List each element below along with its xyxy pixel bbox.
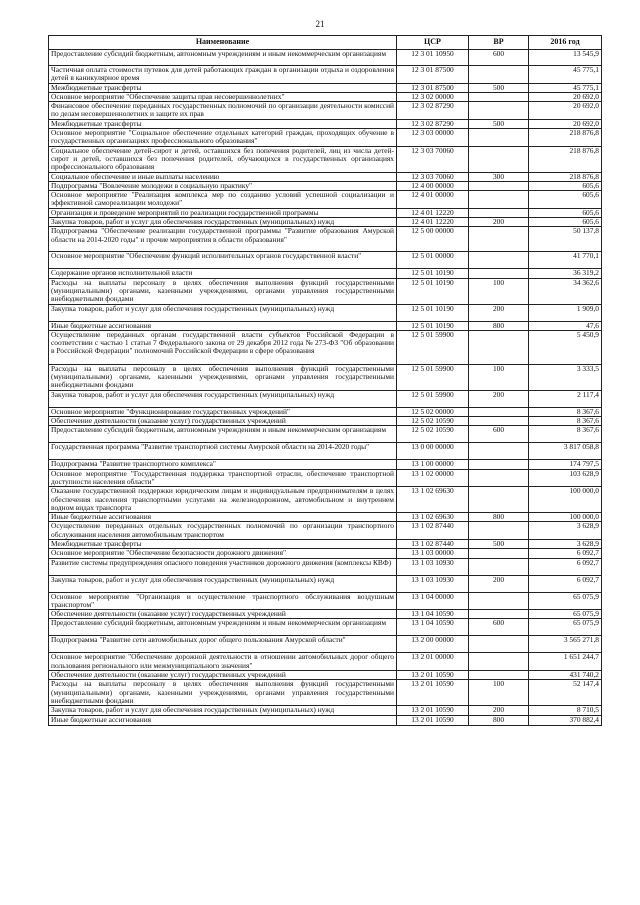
table-row xyxy=(49,671,602,680)
table-row xyxy=(49,83,602,92)
row-vr: 200 xyxy=(469,218,529,227)
row-csr: 13 1 04 00000 xyxy=(397,592,469,610)
row-name: Основное мероприятие "Обеспечение функций исполнительных органов государственной власти" xyxy=(49,252,397,269)
row-vr xyxy=(469,407,529,416)
row-amount: 3 333,5 xyxy=(529,364,602,390)
row-vr xyxy=(469,92,529,101)
table-body xyxy=(49,50,602,726)
row-vr xyxy=(469,469,529,487)
row-name: Подпрограмма "Развитие сети автомобильных дорог общего пользования Амурской области" xyxy=(49,636,397,653)
table-row xyxy=(49,407,602,416)
row-name: Основное мероприятие "Обеспечение дорожной деятельности в отношении автомобильных дорог общего пользования регионального или межмуниципального значения" xyxy=(49,653,397,671)
table-row xyxy=(49,102,602,120)
row-name: Иные бюджетные ассигнования xyxy=(49,513,397,522)
row-vr xyxy=(469,252,529,269)
table-row xyxy=(49,426,602,443)
row-amount: 50 137,8 xyxy=(529,227,602,252)
table-row xyxy=(49,66,602,84)
row-vr: 600 xyxy=(469,50,529,66)
row-name: Закупка товаров, работ и услуг для обеспечения государственных (муниципальных) нужд xyxy=(49,575,397,592)
row-vr: 300 xyxy=(469,172,529,181)
row-name: Закупка товаров, работ и услуг для обеспечения государственных (муниципальных) нужд xyxy=(49,304,397,321)
row-name: Содержание органов исполнительной власти xyxy=(49,269,397,278)
row-amount: 3 817 058,8 xyxy=(529,443,602,460)
header-year: 2016 год xyxy=(529,36,602,50)
row-vr: 100 xyxy=(469,364,529,390)
table-row xyxy=(49,680,602,706)
row-csr: 12 5 00 00000 xyxy=(397,227,469,252)
row-csr: 13 1 02 87440 xyxy=(397,539,469,548)
row-amount: 174 797,5 xyxy=(529,460,602,469)
row-vr xyxy=(469,191,529,209)
table-row xyxy=(49,269,602,278)
row-csr: 12 4 01 12220 xyxy=(397,208,469,217)
row-csr: 12 5 01 10190 xyxy=(397,321,469,330)
row-csr: 12 4 01 00000 xyxy=(397,191,469,209)
row-csr: 12 3 02 87290 xyxy=(397,102,469,120)
row-amount: 6 092,7 xyxy=(529,549,602,558)
table-row xyxy=(49,513,602,522)
table-row xyxy=(49,181,602,190)
row-name: Межбюджетные трансферты xyxy=(49,119,397,128)
row-amount: 20 692,0 xyxy=(529,92,602,101)
row-name: Государственная программа "Развитие транспортной системы Амурской области на 2014-2020 годы" xyxy=(49,443,397,460)
table-header-row xyxy=(49,36,602,50)
row-name: Межбюджетные трансферты xyxy=(49,539,397,548)
row-vr xyxy=(469,66,529,84)
row-amount: 605,6 xyxy=(529,181,602,190)
row-csr: 13 1 03 00000 xyxy=(397,549,469,558)
row-vr xyxy=(469,487,529,513)
table-row xyxy=(49,636,602,653)
row-csr: 12 5 01 10190 xyxy=(397,278,469,304)
row-amount: 52 147,4 xyxy=(529,680,602,706)
row-csr: 13 1 04 10590 xyxy=(397,619,469,636)
table-row xyxy=(49,50,602,66)
table-row xyxy=(49,129,602,147)
row-vr: 600 xyxy=(469,426,529,443)
row-csr: 12 3 02 00000 xyxy=(397,92,469,101)
table-row xyxy=(49,653,602,671)
table-row xyxy=(49,172,602,181)
row-amount: 3 628,9 xyxy=(529,522,602,540)
row-csr: 13 1 00 00000 xyxy=(397,460,469,469)
table-row xyxy=(49,575,602,592)
row-amount: 20 692,0 xyxy=(529,119,602,128)
row-vr: 200 xyxy=(469,575,529,592)
row-name: Расходы на выплаты персоналу в целях обеспечения выполнения функций государственными (муниципальными) органами, казенными учреждениями, органами управления государственными внебюджетными фондами xyxy=(49,680,397,706)
table-row xyxy=(49,549,602,558)
row-amount: 65 075,9 xyxy=(529,619,602,636)
row-csr: 13 1 03 10930 xyxy=(397,575,469,592)
row-name: Иные бюджетные ассигнования xyxy=(49,321,397,330)
row-amount: 45 775,1 xyxy=(529,66,602,84)
row-amount: 431 740,2 xyxy=(529,671,602,680)
row-amount: 605,6 xyxy=(529,208,602,217)
row-amount: 5 450,9 xyxy=(529,330,602,364)
row-csr: 13 1 02 69630 xyxy=(397,513,469,522)
row-vr: 500 xyxy=(469,539,529,548)
row-name: Предоставление субсидий бюджетным, автономным учреждениям и иным некоммерческим организациям xyxy=(49,619,397,636)
row-vr xyxy=(469,592,529,610)
row-csr: 13 2 01 10590 xyxy=(397,706,469,715)
row-amount: 65 075,9 xyxy=(529,592,602,610)
table-row xyxy=(49,278,602,304)
header-csr: ЦСР xyxy=(397,36,469,50)
row-amount: 605,6 xyxy=(529,191,602,209)
table-row xyxy=(49,539,602,548)
row-vr xyxy=(469,460,529,469)
row-csr: 12 4 01 12220 xyxy=(397,218,469,227)
row-name: Организация и проведение мероприятий по реализации государственной программы xyxy=(49,208,397,217)
table-row xyxy=(49,558,602,575)
row-name: Оказание государственной поддержки юридическим лицам и индивидуальным предпринимателям в целях обеспечения населения транспортными услугами на железнодорожном, автомобильном и внутреннем водном видах транспорта xyxy=(49,487,397,513)
row-amount: 1 909,0 xyxy=(529,304,602,321)
row-csr: 13 1 02 69630 xyxy=(397,487,469,513)
row-vr: 600 xyxy=(469,619,529,636)
table-row xyxy=(49,487,602,513)
row-csr: 12 5 01 10190 xyxy=(397,269,469,278)
table-row xyxy=(49,706,602,715)
row-name: Развитие системы предупреждения опасного поведения участников дорожного движения (комплексы КВФ) xyxy=(49,558,397,575)
row-vr xyxy=(469,146,529,172)
row-amount: 8 367,6 xyxy=(529,407,602,416)
table-row xyxy=(49,330,602,364)
header-vr: ВР xyxy=(469,36,529,50)
row-csr: 12 3 01 87500 xyxy=(397,66,469,84)
row-amount: 8 710,5 xyxy=(529,706,602,715)
table-row xyxy=(49,321,602,330)
row-csr: 13 2 01 10590 xyxy=(397,680,469,706)
table-row xyxy=(49,146,602,172)
row-csr: 12 5 02 10590 xyxy=(397,417,469,426)
row-vr xyxy=(469,522,529,540)
table-row xyxy=(49,218,602,227)
row-name: Закупка товаров, работ и услуг для обеспечения государственных (муниципальных) нужд xyxy=(49,706,397,715)
header-name: Наименование xyxy=(49,36,397,50)
row-csr: 12 5 01 59900 xyxy=(397,390,469,407)
row-amount: 20 692,0 xyxy=(529,102,602,120)
table-row xyxy=(49,592,602,610)
row-vr: 800 xyxy=(469,715,529,725)
row-name: Основное мероприятие "Организация и осуществление транспортного обслуживания воздушным транспортом" xyxy=(49,592,397,610)
row-name: Осуществление переданных отдельных государственных полномочий по организации транспортного обслуживания населения автомобильным транспортом xyxy=(49,522,397,540)
row-name: Частичная оплата стоимости путевок для детей работающих граждан в организации отдыха и оздоровления детей в каникулярное время xyxy=(49,66,397,84)
row-amount: 2 117,4 xyxy=(529,390,602,407)
table-row xyxy=(49,304,602,321)
row-amount: 6 092,7 xyxy=(529,558,602,575)
row-csr: 12 5 01 00000 xyxy=(397,252,469,269)
row-csr: 12 3 03 70060 xyxy=(397,146,469,172)
table-row xyxy=(49,460,602,469)
row-name: Расходы на выплаты персоналу в целях обеспечения выполнения функций государственными (муниципальными) органами, казенными учреждениями, органами управления государственными внебюджетными фондами xyxy=(49,364,397,390)
row-csr: 12 5 01 59900 xyxy=(397,364,469,390)
row-name: Социальное обеспечение детей-сирот и детей, оставшихся без попечения родителей, лиц из числа детей-сирот и детей, оставшихся без попечения родителей, обучающихся в государственных организациях профессионального образования xyxy=(49,146,397,172)
table-row xyxy=(49,522,602,540)
row-name: Предоставление субсидий бюджетным, автономным учреждениям и иным некоммерческим организациям xyxy=(49,426,397,443)
row-name: Основное мероприятие "Обеспечение безопасности дорожного движения" xyxy=(49,549,397,558)
table-row xyxy=(49,443,602,460)
row-amount: 3 628,9 xyxy=(529,539,602,548)
row-name: Финансовое обеспечение переданных государственных полномочий по организации деятельности комиссий по делам несовершеннолетних и защите их прав xyxy=(49,102,397,120)
row-amount: 34 362,6 xyxy=(529,278,602,304)
row-amount: 1 651 244,7 xyxy=(529,653,602,671)
row-name: Предоставление субсидий бюджетным, автономным учреждениям и иным некоммерческим организациям xyxy=(49,50,397,66)
row-amount: 100 000,0 xyxy=(529,487,602,513)
table-row xyxy=(49,715,602,725)
row-name: Основное мероприятие "Государственная поддержка транспортной отрасли, обеспечение транспортной доступности населения области" xyxy=(49,469,397,487)
row-amount: 218 876,8 xyxy=(529,129,602,147)
row-name: Основное мероприятие "Функционирование государственных учреждений" xyxy=(49,407,397,416)
row-name: Закупка товаров, работ и услуг для обеспечения государственных (муниципальных) нужд xyxy=(49,218,397,227)
row-name: Расходы на выплаты персоналу в целях обеспечения выполнения функций государственными (муниципальными) органами, казенными учреждениями, органами управления государственными внебюджетными фондами xyxy=(49,278,397,304)
row-csr: 12 5 02 00000 xyxy=(397,407,469,416)
row-amount: 65 075,9 xyxy=(529,610,602,619)
row-csr: 13 2 00 00000 xyxy=(397,636,469,653)
row-vr: 100 xyxy=(469,680,529,706)
row-name: Подпрограмма "Обеспечение реализации государственной программы "Развитие образования Амурской области на 2014-2020 годы" и прочие мероприятия в области образования" xyxy=(49,227,397,252)
row-vr: 500 xyxy=(469,83,529,92)
row-csr: 12 3 03 70060 xyxy=(397,172,469,181)
row-amount: 605,6 xyxy=(529,218,602,227)
row-name: Обеспечение деятельности (оказание услуг) государственных учреждений xyxy=(49,417,397,426)
row-amount: 100 000,0 xyxy=(529,513,602,522)
row-amount: 13 545,9 xyxy=(529,50,602,66)
row-vr: 200 xyxy=(469,706,529,715)
row-amount: 103 628,9 xyxy=(529,469,602,487)
row-vr: 200 xyxy=(469,390,529,407)
row-vr xyxy=(469,653,529,671)
table-row xyxy=(49,252,602,269)
table-row xyxy=(49,208,602,217)
row-csr: 13 1 02 87440 xyxy=(397,522,469,540)
row-vr xyxy=(469,549,529,558)
row-name: Социальное обеспечение и иные выплаты населению xyxy=(49,172,397,181)
row-name: Обеспечение деятельности (оказание услуг) государственных учреждений xyxy=(49,610,397,619)
row-csr: 13 2 01 00000 xyxy=(397,653,469,671)
row-vr xyxy=(469,181,529,190)
row-csr: 12 4 00 00000 xyxy=(397,181,469,190)
row-vr: 500 xyxy=(469,119,529,128)
row-amount: 36 319,2 xyxy=(529,269,602,278)
row-name: Обеспечение деятельности (оказание услуг) государственных учреждений xyxy=(49,671,397,680)
budget-table xyxy=(48,35,602,726)
row-csr: 13 1 04 10590 xyxy=(397,610,469,619)
row-amount: 6 092,7 xyxy=(529,575,602,592)
row-csr: 12 3 01 87500 xyxy=(397,83,469,92)
row-vr xyxy=(469,636,529,653)
row-name: Основное мероприятие "Реализация комплекса мер по созданию условий успешной социализации и эффективной самореализации молодежи" xyxy=(49,191,397,209)
row-vr xyxy=(469,443,529,460)
table-row xyxy=(49,469,602,487)
row-amount: 47,6 xyxy=(529,321,602,330)
row-amount: 45 775,1 xyxy=(529,83,602,92)
row-amount: 218 876,8 xyxy=(529,146,602,172)
row-vr xyxy=(469,102,529,120)
row-vr xyxy=(469,269,529,278)
row-csr: 12 3 02 87290 xyxy=(397,119,469,128)
row-vr: 100 xyxy=(469,278,529,304)
row-amount: 8 367,6 xyxy=(529,426,602,443)
row-csr: 12 5 01 10190 xyxy=(397,304,469,321)
table-row xyxy=(49,619,602,636)
table-row xyxy=(49,191,602,209)
table-row xyxy=(49,227,602,252)
row-amount: 8 367,6 xyxy=(529,417,602,426)
row-csr: 13 2 01 10590 xyxy=(397,671,469,680)
row-amount: 3 565 271,8 xyxy=(529,636,602,653)
row-vr: 800 xyxy=(469,321,529,330)
page-number: 21 xyxy=(315,19,325,29)
row-csr: 12 3 01 10950 xyxy=(397,50,469,66)
row-amount: 41 770,1 xyxy=(529,252,602,269)
row-csr: 12 5 02 10590 xyxy=(397,426,469,443)
row-name: Иные бюджетные ассигнования xyxy=(49,715,397,725)
table-row xyxy=(49,364,602,390)
table-row xyxy=(49,610,602,619)
row-name: Закупка товаров, работ и услуг для обеспечения государственных (муниципальных) нужд xyxy=(49,390,397,407)
row-vr: 800 xyxy=(469,513,529,522)
row-vr xyxy=(469,330,529,364)
row-name: Осуществление переданных органам государственной власти субъектов Российской Федерации в соответствии с частью 1 статьи 7 Федерального закона от 29 декабря 2012 года № 273-ФЗ "Об образовании в Российской Федерации" полномочий Российской Федерации в сфере образования xyxy=(49,330,397,364)
table-row xyxy=(49,417,602,426)
row-vr xyxy=(469,558,529,575)
row-amount: 218 876,8 xyxy=(529,172,602,181)
row-csr: 12 5 01 59900 xyxy=(397,330,469,364)
row-name: Основное мероприятие "Социальное обеспечение отдельных категорий граждан, проходящих обучение в государственных организациях профессионального образования" xyxy=(49,129,397,147)
table-row xyxy=(49,119,602,128)
table-row xyxy=(49,92,602,101)
row-csr: 13 1 03 10930 xyxy=(397,558,469,575)
row-name: Подпрограмма "Развитие транспортного комплекса" xyxy=(49,460,397,469)
row-name: Подпрограмма "Вовлечение молодежи в социальную практику" xyxy=(49,181,397,190)
row-csr: 13 2 01 10590 xyxy=(397,715,469,725)
row-vr: 200 xyxy=(469,304,529,321)
row-vr xyxy=(469,129,529,147)
row-name: Межбюджетные трансферты xyxy=(49,83,397,92)
row-csr: 13 1 02 00000 xyxy=(397,469,469,487)
table-row xyxy=(49,390,602,407)
row-csr: 12 3 03 00000 xyxy=(397,129,469,147)
row-amount: 370 882,4 xyxy=(529,715,602,725)
row-vr xyxy=(469,227,529,252)
row-csr: 13 0 00 00000 xyxy=(397,443,469,460)
row-name: Основное мероприятие "Обеспечение защиты прав несовершеннолетних" xyxy=(49,92,397,101)
